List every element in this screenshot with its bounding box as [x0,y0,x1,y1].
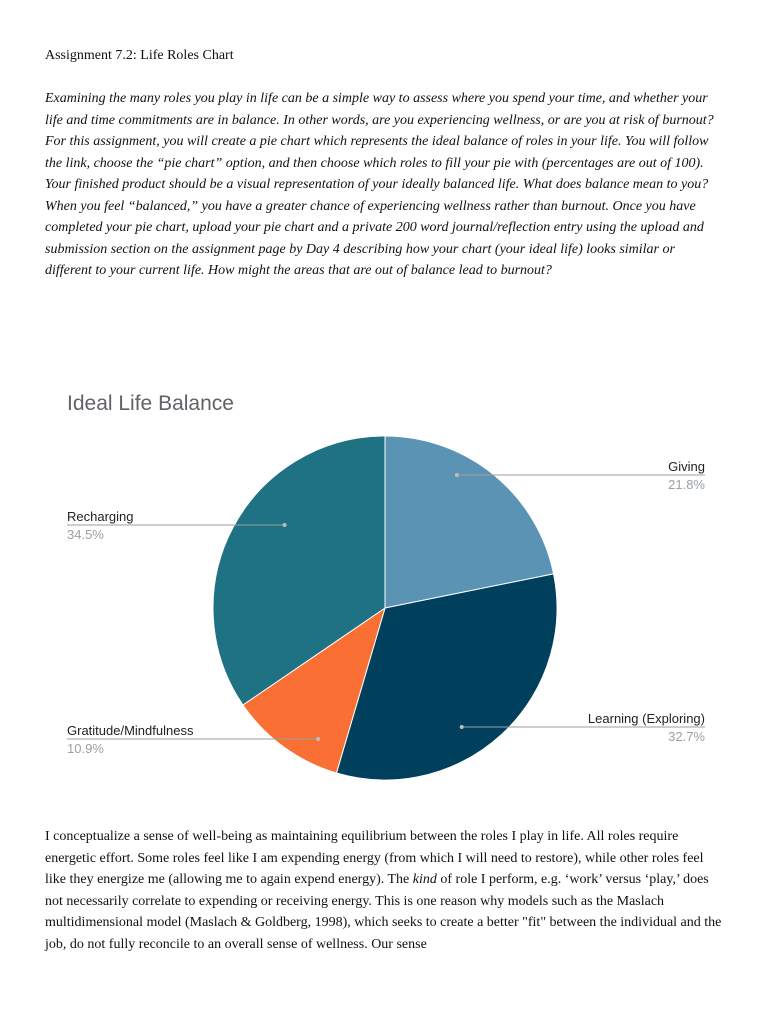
leader-dot-gratitude-mindfulness [316,737,320,741]
reflection-text-part1: I conceptualize a sense of well-being as maintaining equilibrium between the roles I play in life. All roles require energetic effort. Some roles feel like I am expending energy (from which I will need to restore), while other roles feel like they energize me (allowing me to again expend energy). The [45,829,704,887]
slice-percent-giving: 21.8% [668,477,705,492]
slice-label-gratitude-mindfulness: Gratitude/Mindfulness [67,723,194,738]
leader-dot-learning-exploring [460,725,464,729]
slice-percent-recharging: 34.5% [67,527,104,542]
leader-dot-giving [455,473,459,477]
reflection-text-part2: of role I perform, e.g. ‘work’ versus ‘play,’ does not necessarily correlate to expending or receiving energy. This is one reason why models such as the Maslach multidimensional model (Maslach & Goldberg, 1998), which seeks to create a better "fit" between the individual and the job, do not fully reconcile to an overall sense of wellness. Our sense [45,872,722,952]
slice-label-giving: Giving [668,459,705,474]
slice-percent-gratitude-mindfulness: 10.9% [67,741,104,756]
pie-chart [45,380,725,800]
slice-label-learning-exploring: Learning (Exploring) [587,711,705,726]
pie-chart-svg [45,380,725,800]
reflection-emphasis: kind [412,872,437,887]
leader-dot-recharging [283,523,287,527]
reflection-text [45,826,725,955]
slice-percent-learning-exploring: 32.7% [668,729,705,744]
assignment-title: Assignment 7.2: Life Roles Chart [45,48,234,63]
assignment-prompt: Examining the many roles you play in life can be a simple way to assess where you spend your time, and whether your life and time commitments are in balance. In other words, are you experiencing wellness, or are you at risk of burnout? For this assignment, you will create a pie chart which represents the ideal balance of roles in your life. You will follow the link, choose the “pie chart” option, and then choose which roles to fill your pie with (percentages are out of 100). Your finished product should be a visual representation of your ideally balanced life. What does balance mean to you? When you feel “balanced,” you have a greater chance of experiencing wellness rather than burnout. Once you have completed your pie chart, upload your pie chart and a private 200 word journal/reflection entry using the upload and submission section on the assignment page by Day 4 describing how your chart (your ideal life) looks similar or different to your current life. How might the areas that are out of balance lead to burnout? [45,91,714,278]
slice-label-recharging: Recharging [67,509,134,524]
chart-title: Ideal Life Balance [67,392,234,415]
